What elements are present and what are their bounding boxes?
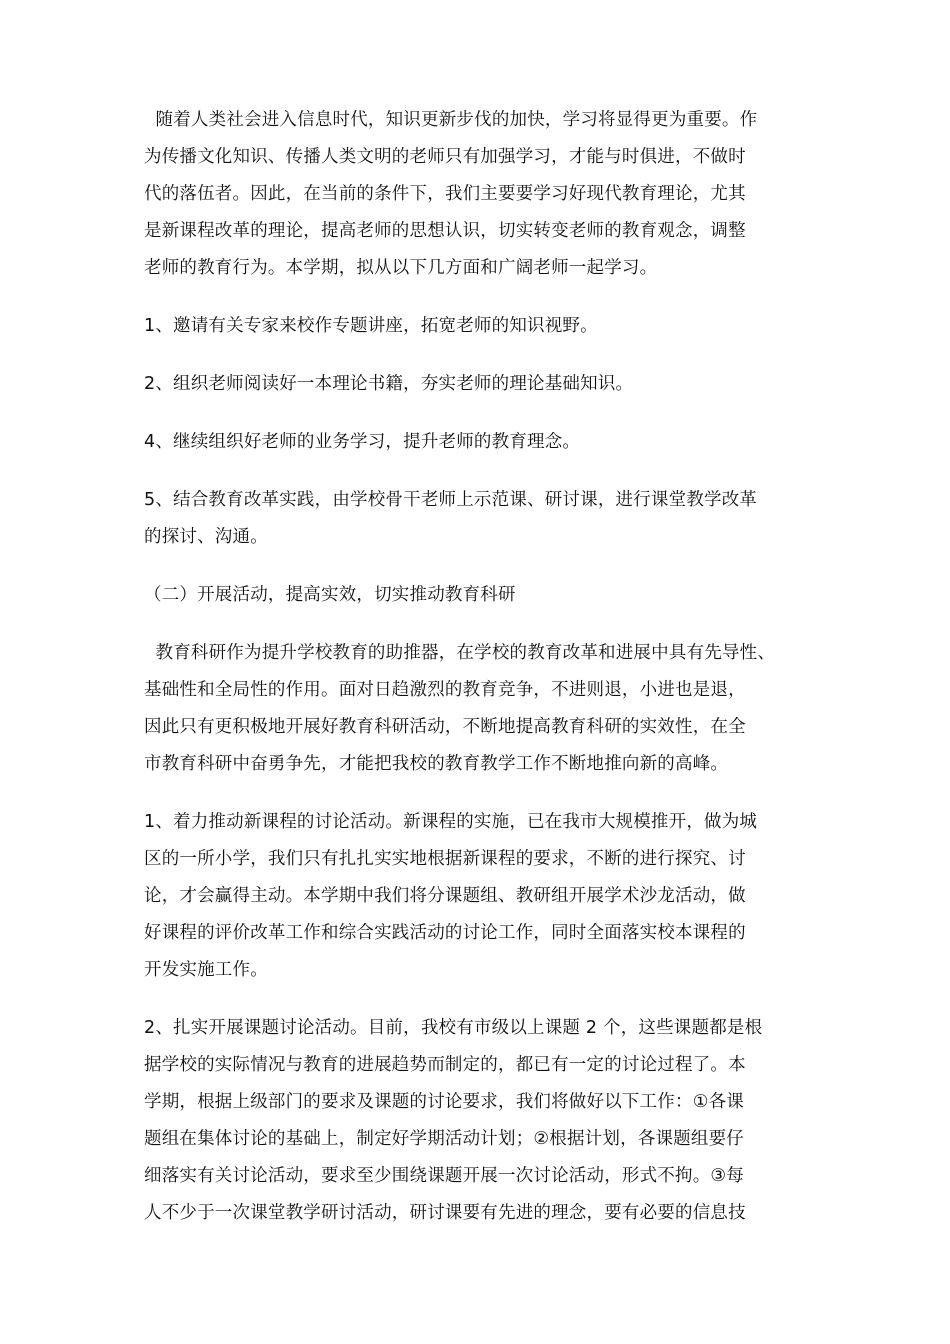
text-line: 区的一所小学，我们只有扎扎实实地根据新课程的要求，不断的进行探究、讨 xyxy=(144,849,746,869)
text-line: 是新课程改革的理论，提高老师的思想认识，切实转变老师的教育观念，调整 xyxy=(144,221,746,241)
text-line: 2、组织老师阅读好一本理论书籍，夯实老师的理论基础知识。 xyxy=(144,374,634,394)
text-line: 好课程的评价改革工作和综合实践活动的讨论工作，同时全面落实校本课程的 xyxy=(144,923,746,943)
text-line: 2、扎实开展课题讨论活动。目前，我校有市级以上课题 2 个，这些课题都是根 xyxy=(144,1018,763,1038)
text-line: 的探讨、沟通。 xyxy=(144,527,268,547)
list-item xyxy=(144,1016,808,1226)
text-line: 论，才会赢得主动。本学期中我们将分课题组、教研组开展学术沙龙活动，做 xyxy=(144,886,746,906)
text-line: 基础性和全局性的作用。面对日趋激烈的教育竞争，不进则退，小进也是退， xyxy=(144,680,746,700)
text-line: 4、继续组织好老师的业务学习，提升老师的教育理念。 xyxy=(144,432,581,452)
text-line: 人不少于一次课堂教学研讨活动，研讨课要有先进的理念，要有必要的信息技 xyxy=(144,1203,746,1223)
text-line: （二）开展活动，提高实效，切实推动教育科研 xyxy=(144,585,516,605)
text-line: 教育科研作为提升学校教育的助推器，在学校的教育改革和进展中具有先导性、 xyxy=(144,643,776,663)
text-line: 市教育科研中奋勇争先，才能把我校的教育教学工作不断地推向新的高峰。 xyxy=(144,754,729,774)
body-paragraph xyxy=(144,641,808,777)
text-line: 老师的教育行为。本学期，拟从以下几方面和广阔老师一起学习。 xyxy=(144,258,658,278)
text-line: 1、着力推动新课程的讨论活动。新课程的实施，已在我市大规模推开，做为城 xyxy=(144,812,758,832)
list-item xyxy=(144,488,808,550)
text-line: 据学校的实际情况与教育的进展趋势而制定的，都已有一定的讨论过程了。本 xyxy=(144,1055,746,1075)
text-line: 1、邀请有关专家来校作专题讲座，拓宽老师的知识视野。 xyxy=(144,316,598,336)
text-line: 代的落伍者。因此，在当前的条件下，我们主要要学习好现代教育理论，尤其 xyxy=(144,184,746,204)
list-item xyxy=(144,430,808,455)
intro-paragraph xyxy=(144,108,808,281)
text-line: 学期，根据上级部门的要求及课题的讨论要求，我们将做好以下工作：①各课 xyxy=(144,1092,744,1112)
document-page xyxy=(144,108,808,1238)
text-line: 随着人类社会进入信息时代，知识更新步伐的加快，学习将显得更为重要。作 xyxy=(144,110,758,130)
text-line: 细落实有关讨论活动，要求至少围绕课题开展一次讨论活动，形式不拘。③每 xyxy=(144,1166,744,1186)
text-line: 5、结合教育改革实践，由学校骨干老师上示范课、研讨课，进行课堂教学改革 xyxy=(144,490,758,510)
text-line: 因此只有更积极地开展好教育科研活动，不断地提高教育科研的实效性，在全 xyxy=(144,717,746,737)
list-item xyxy=(144,372,808,397)
section-heading xyxy=(144,583,808,608)
list-item xyxy=(144,810,808,983)
list-item xyxy=(144,314,808,339)
text-line: 开发实施工作。 xyxy=(144,960,268,980)
text-line: 为传播文化知识、传播人类文明的老师只有加强学习，才能与时俱进，不做时 xyxy=(144,147,746,167)
text-line: 题组在集体讨论的基础上，制定好学期活动计划；②根据计划，各课题组要仔 xyxy=(144,1129,744,1149)
